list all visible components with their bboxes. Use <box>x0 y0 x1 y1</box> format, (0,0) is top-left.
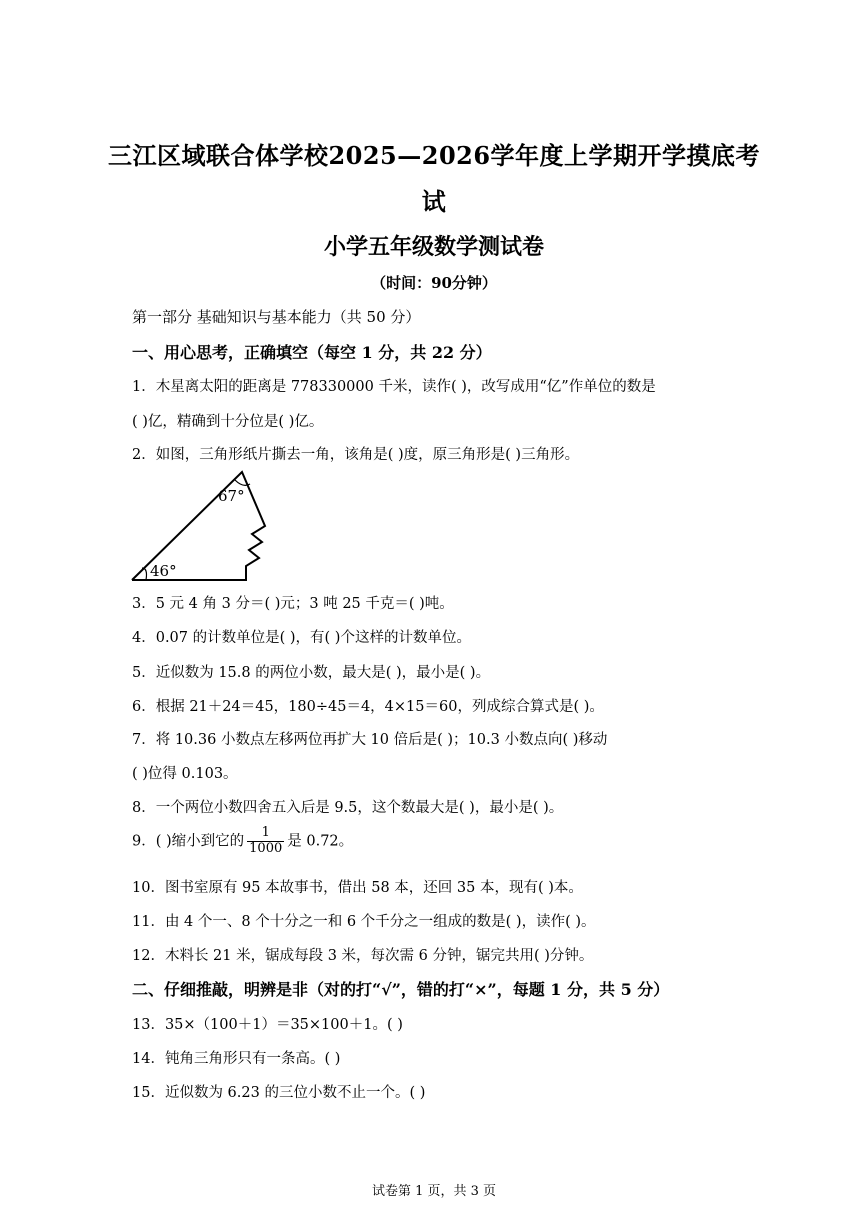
exam-title-line2: 试 <box>421 187 447 216</box>
question-11: 11．由 4 个一、8 个十分之一和 6 个千分之一组成的数是( )，读作( )。 <box>132 914 596 930</box>
question-1-line1: 1．木星离太阳的距离是 778330000 千米，读作( )，改写成用“亿”作单位的数是 <box>132 379 656 395</box>
question-13: 13．35×（100＋1）＝35×100＋1。( ) <box>132 1017 403 1033</box>
exam-title-line1: 三江区域联合体学校2025—2026学年度上学期开学摸底考 <box>107 141 761 170</box>
question-3: 3．5 元 4 角 3 分＝( )元；3 吨 25 千克＝( )吨。 <box>132 596 454 612</box>
section-one-title: 一、用心思考，正确填空（每空 1 分，共 22 分） <box>132 343 492 362</box>
question-10: 10．图书室原有 95 本故事书，借出 58 本，还回 35 本，现有( )本。 <box>132 880 583 896</box>
torn-triangle-figure <box>128 468 273 586</box>
question-14: 14．钝角三角形只有一条高。( ) <box>132 1051 341 1067</box>
question-15: 15．近似数为 6.23 的三位小数不止一个。( ) <box>132 1085 426 1101</box>
question-9-suffix: 是 0.72。 <box>287 833 354 850</box>
exam-time: （时间：90分钟） <box>371 274 497 292</box>
question-1-line2: ( )亿，精确到十分位是( )亿。 <box>132 414 324 430</box>
question-9-fraction <box>247 826 284 857</box>
question-12: 12．木料长 21 米，锯成每段 3 米，每次需 6 分钟，锯完共用( )分钟。 <box>132 948 594 964</box>
exam-subtitle: 小学五年级数学测试卷 <box>323 234 544 260</box>
question-7-line2: ( )位得 0.103。 <box>132 766 238 782</box>
angle-bottom-label: 46° <box>150 562 177 580</box>
question-9-prefix: 9．( )缩小到它的 <box>132 833 245 850</box>
question-4: 4．0.07 的计数单位是( )，有( )个这样的计数单位。 <box>132 630 471 646</box>
page-footer: 试卷第 1 页，共 3 页 <box>371 1184 497 1199</box>
question-2: 2．如图，三角形纸片撕去一角，该角是( )度，原三角形是( )三角形。 <box>132 447 580 463</box>
question-5: 5．近似数为 15.8 的两位小数，最大是( )，最小是( )。 <box>132 665 491 681</box>
part-one-heading: 第一部分 基础知识与基本能力（共 50 分） <box>132 308 421 326</box>
section-two-title: 二、仔细推敲，明辨是非（对的打“√”，错的打“×”，每题 1 分，共 5 分） <box>132 980 670 999</box>
fraction-numerator: 1 <box>247 826 284 842</box>
question-6: 6．根据 21＋24＝45，180÷45＝4，4×15＝60，列成综合算式是( )。 <box>132 699 604 715</box>
angle-top-label: 67° <box>218 487 245 505</box>
question-7-line1: 7．将 10.36 小数点左移两位再扩大 10 倍后是( )；10.3 小数点向( )移动 <box>132 732 608 748</box>
question-8: 8．一个两位小数四舍五入后是 9.5，这个数最大是( )，最小是( )。 <box>132 800 564 816</box>
question-9 <box>132 826 353 857</box>
fraction-denominator: 1000 <box>249 840 283 856</box>
